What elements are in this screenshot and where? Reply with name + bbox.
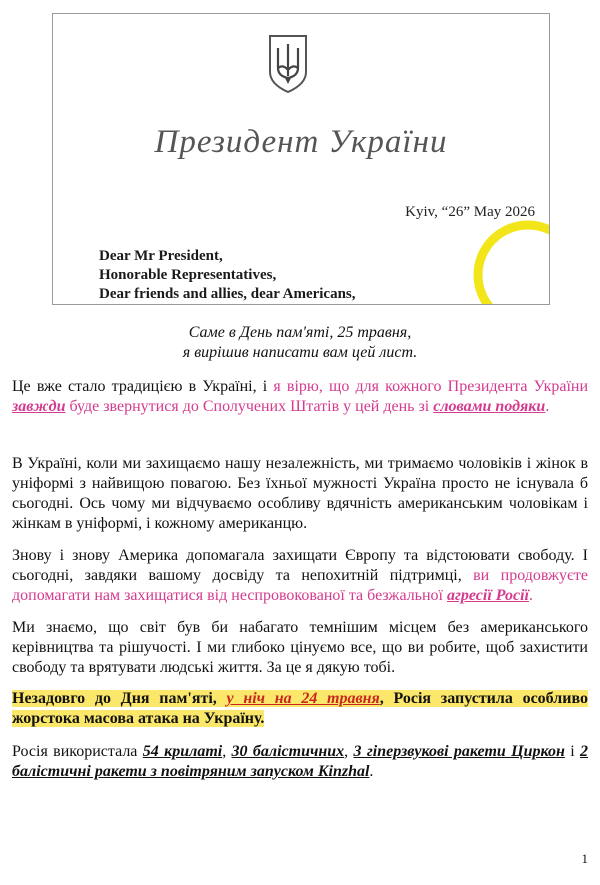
text-run: і: [564, 743, 580, 760]
text-run: ,: [344, 743, 354, 760]
caption: [0, 323, 600, 363]
missile-count: 54 крилаті: [142, 743, 223, 760]
text-run: Росія використала: [12, 743, 143, 760]
missile-count: 2 балістичні ракети з повітряним запуском Kinzhal: [12, 743, 588, 780]
date-emphasis: у ніч на 24 травня: [226, 690, 380, 707]
emphasis-word: завжди: [12, 398, 66, 415]
salutation-line: Dear friends and allies, dear Americans,: [99, 286, 356, 302]
salutation-line: Dear Mr President,: [99, 248, 223, 264]
salutation: [99, 247, 356, 304]
trident-icon: [266, 32, 310, 96]
paragraph-uniform: В Україні, коли ми захищаємо нашу незалежність, ми тримаємо чоловіків і жінок в уніформі з найвищою повагою. Без їхньої мужності Україна просто не існувала б сьогодні. Ось чому ми відчуваємо особливу вдячність американським чоловікам і жінкам в уніформі, і кожному американцю.: [12, 455, 588, 532]
text-run: .: [369, 763, 374, 780]
page-number: 1: [581, 851, 588, 866]
paragraph-attack: [12, 689, 588, 729]
letterhead-card: [52, 13, 550, 305]
caption-line: я вирішив написати вам цей лист.: [182, 344, 418, 361]
letterhead-title: Президент України: [154, 124, 448, 160]
letter-date: Kyiv, “26” May 2026: [405, 204, 535, 220]
text-run: Незадовго до Дня пам'яті,: [12, 690, 227, 707]
missile-count: 3 гіперзвукові ракети Циркон: [353, 743, 565, 760]
highlighted-text: я вірю, що для кожного Президента України: [273, 378, 589, 395]
highlighted-text: ви продовжуєте допомагати нам захищатися від неспровокованої та безжальної: [12, 567, 588, 604]
text-run: ,: [222, 743, 232, 760]
paragraph-missiles: [12, 742, 588, 782]
yellow-ring-decoration: [469, 216, 550, 305]
paragraph-tradition: [12, 377, 588, 417]
caption-line: Саме в День пам'яті, 25 травня,: [188, 324, 412, 341]
highlighted-text: буде звернутися до Сполучених Штатів у цей день зі: [65, 398, 434, 415]
paragraph-europe: [12, 546, 588, 606]
salutation-line: Honorable Representatives,: [99, 267, 277, 283]
emphasis-word: агресії Росії: [446, 587, 529, 604]
text-run: Це вже стало традицією в Україні, і: [12, 378, 274, 395]
missile-count: 30 балістичних: [231, 743, 345, 760]
emphasis-word: словами подяки: [433, 398, 546, 415]
text-run: .: [528, 587, 533, 604]
paragraph-leadership: Ми знаємо, що світ був би набагато темнішим місцем без американського керівництва та рішучості. І ми глибоко цінуємо все, що ви робите, щоб захистити свободу та врятувати людські життя. За це я дякую тобі.: [12, 619, 588, 676]
text-run: , Росія запустила особливо жорстока масова атака на Україну.: [12, 690, 589, 727]
text-run: .: [545, 398, 550, 415]
text-run: Знову і знову Америка допомагала захищати Європу та відстоювати свободу. І сьогодні, завдяки вашому досвіду та непохитній підтримці,: [12, 547, 588, 584]
